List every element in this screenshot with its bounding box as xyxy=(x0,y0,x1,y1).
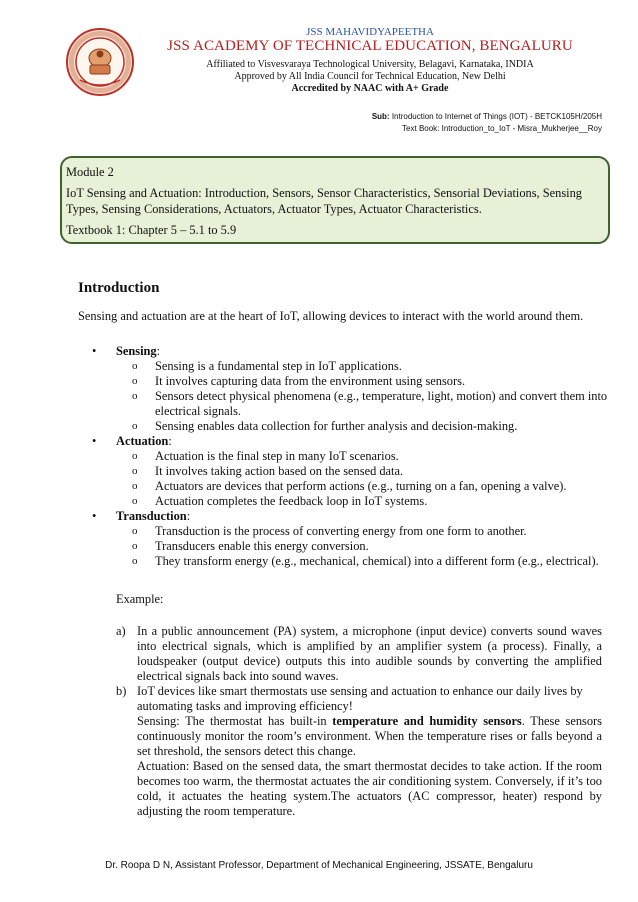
list-item-text: They transform energy (e.g., mechanical, chemical) into a different form (e.g., electrical). xyxy=(155,554,599,568)
example-item-a xyxy=(116,624,602,684)
module-summary-box xyxy=(60,156,610,244)
list-item xyxy=(78,539,608,554)
college-name: JSS ACADEMY OF TECHNICAL EDUCATION, BENGALURU xyxy=(167,38,573,54)
list-item-text: Transducers enable this energy conversion. xyxy=(155,539,369,553)
sensing-bold-text: temperature and humidity sensors xyxy=(332,714,522,728)
list-item-text: Sensors detect physical phenomena (e.g., temperature, light, motion) and convert them into electrical signals. xyxy=(155,389,608,418)
circle-bullet-icon: o xyxy=(132,420,138,432)
list-item xyxy=(78,494,608,509)
bullet-heading: Actuation xyxy=(116,434,169,448)
example-list xyxy=(116,624,602,819)
bullet-dot-icon: • xyxy=(92,434,97,448)
bullet-item-actuation: • Actuation: xyxy=(92,434,172,448)
list-item xyxy=(78,554,608,569)
module-textbook: Textbook 1: Chapter 5 – 5.1 to 5.9 xyxy=(66,223,237,237)
textbook-line: Text Book: Introduction_to_IoT - Misra_Mukherjee__Roy xyxy=(402,124,602,133)
bullet-heading: Transduction xyxy=(116,509,187,523)
list-item-text: It involves capturing data from the environment using sensors. xyxy=(155,374,466,388)
list-item-text: Sensing enables data collection for further analysis and decision-making. xyxy=(155,419,518,433)
circle-bullet-icon: o xyxy=(132,465,138,477)
page-footer: Dr. Roopa D N, Assistant Professor, Department of Mechanical Engineering, JSSATE, Bengaluru xyxy=(105,860,533,871)
list-marker: b) xyxy=(116,684,127,698)
circle-bullet-icon: o xyxy=(132,555,138,567)
circle-bullet-icon: o xyxy=(132,390,138,402)
accreditation-line: Accredited by NAAC with A+ Grade xyxy=(291,83,449,94)
sensing-text: Sensing: The thermostat has built-in xyxy=(137,714,333,728)
affiliation-line: Affiliated to Visvesvaraya Technological University, Belagavi, Karnataka, INDIA xyxy=(206,59,534,70)
module-title: Module 2 xyxy=(66,165,114,179)
list-item xyxy=(78,359,608,374)
list-item xyxy=(78,524,608,539)
bullet-item-transduction: • Transduction: xyxy=(92,509,191,523)
subject-text: Introduction to Internet of Things (IOT) - BETCK105H/205H xyxy=(389,112,602,121)
list-item-text: Sensing is a fundamental step in IoT applications. xyxy=(155,359,402,373)
example-label: Example: xyxy=(116,592,164,606)
sensing-text: . These sensors continuously monitor the room’s environment. When the temperature rises or falls beyond a set threshold, the sensors detect this change. xyxy=(137,714,602,758)
list-item xyxy=(78,449,608,464)
sensing-paragraph xyxy=(137,714,602,759)
bullet-item-sensing: • Sensing: xyxy=(92,344,161,358)
module-topics: IoT Sensing and Actuation: Introduction, Sensors, Sensor Characteristics, Sensorial Deviations, Sensing Types, Sensing Considerations, Actuators, Actuator Types, Actuator Characteristics. xyxy=(66,186,582,216)
example-text: In a public announcement (PA) system, a microphone (input device) converts sound waves into electrical signals, which is amplified by an amplifier system (a process). Finally, a loudspeaker (output device) outputs this into audible sounds by converting the amplified electrical signals back into sound waves. xyxy=(137,624,602,683)
list-item-text: Transduction is the process of converting energy from one form to another. xyxy=(155,524,527,538)
college-seal-logo xyxy=(66,28,134,96)
list-item xyxy=(78,464,608,479)
circle-bullet-icon: o xyxy=(132,480,138,492)
circle-bullet-icon: o xyxy=(132,375,138,387)
list-item-text: It involves taking action based on the sensed data. xyxy=(155,464,404,478)
bullet-list xyxy=(78,344,608,569)
list-item xyxy=(78,389,608,419)
list-item-text: Actuation completes the feedback loop in IoT systems. xyxy=(155,494,428,508)
bullet-dot-icon: • xyxy=(92,509,97,523)
subject-label: Sub: xyxy=(371,112,390,121)
example-item-b xyxy=(116,684,602,819)
circle-bullet-icon: o xyxy=(132,450,138,462)
subject-line xyxy=(372,112,602,121)
circle-bullet-icon: o xyxy=(132,495,138,507)
list-item xyxy=(78,479,608,494)
actuation-paragraph: Actuation: Based on the sensed data, the smart thermostat decides to take action. If the room becomes too warm, the thermostat actuates the air conditioning system. Conversely, if it’s too cold, it actuates the heating system.The actuators (AC compressor, heater) respond by adjusting the room temperature. xyxy=(137,759,602,818)
section-title: Introduction xyxy=(78,280,160,296)
approval-line: Approved by All India Council for Technical Education, New Delhi xyxy=(234,71,506,82)
example-text: IoT devices like smart thermostats use sensing and actuation to enhance our daily lives by automating tasks and improving efficiency! xyxy=(137,684,583,713)
bullet-heading: Sensing xyxy=(116,344,157,358)
list-item-text: Actuation is the final step in many IoT scenarios. xyxy=(155,449,399,463)
circle-bullet-icon: o xyxy=(132,525,138,537)
list-item xyxy=(78,419,608,434)
circle-bullet-icon: o xyxy=(132,540,138,552)
list-item xyxy=(78,374,608,389)
intro-paragraph: Sensing and actuation are at the heart of IoT, allowing devices to interact with the world around them. xyxy=(78,309,584,323)
bullet-dot-icon: • xyxy=(92,344,97,358)
org-heading: JSS MAHAVIDYAPEETHA xyxy=(306,26,434,38)
circle-bullet-icon: o xyxy=(132,360,138,372)
list-marker: a) xyxy=(116,624,126,638)
list-item-text: Actuators are devices that perform actions (e.g., turning on a fan, opening a valve). xyxy=(155,479,567,493)
